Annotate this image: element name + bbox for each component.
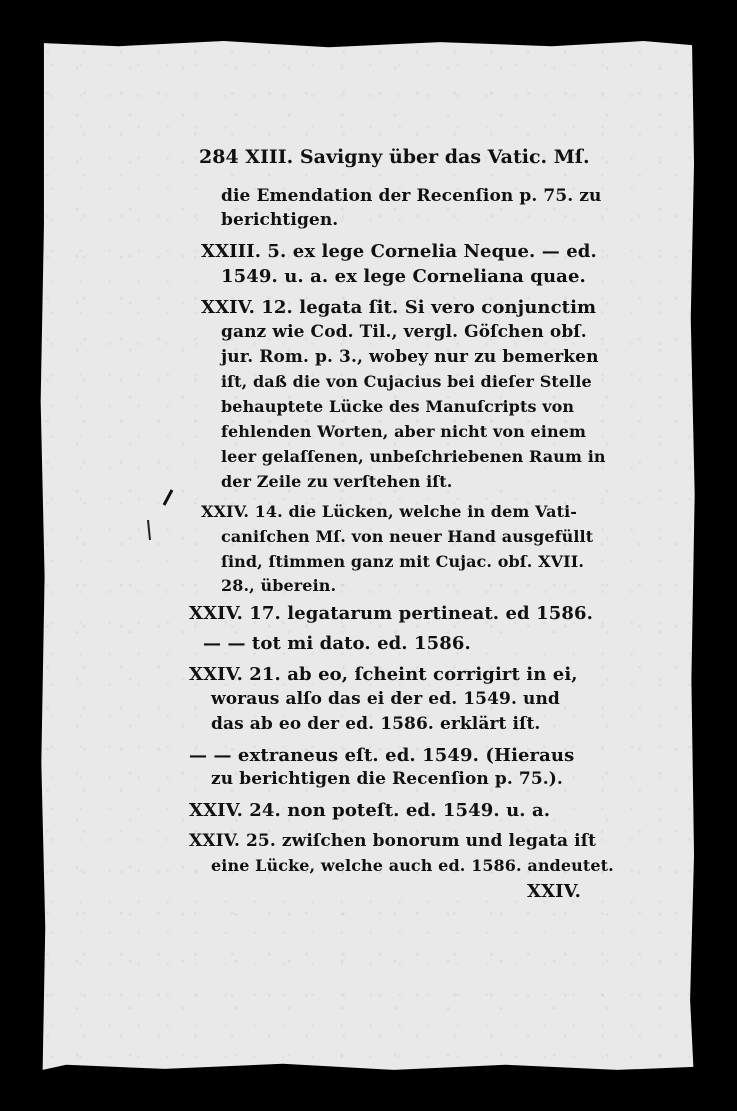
text-line: fehlenden Worten, aber nicht von einem (221, 422, 587, 441)
text-line: XXIV. 17. legatarum pertineat. ed 1586. (189, 603, 593, 624)
text-line: 1549. u. a. ex lege Corneliana quae. (221, 266, 586, 287)
text-line: — — tot mi dato. ed. 1586. (203, 633, 471, 654)
text-line: XXIV. 25. zwiſchen bonorum und legata iſt (189, 831, 597, 851)
text-line: der Zeile zu verſtehen iſt. (221, 472, 453, 491)
text-line: woraus alſo das ei der ed. 1549. und (211, 689, 560, 709)
text-line: jur. Rom. p. 3., wobey nur zu bemerken (221, 347, 599, 367)
text-line: die Emendation der Recenſion p. 75. zu (221, 186, 602, 206)
text-line: leer gelaſſenen, unbeſchriebenen Raum in (221, 447, 606, 466)
text-line: 28., überein. (221, 576, 337, 595)
text-line: XXIV. 12. legata ſit. Si vero conjunctim (201, 297, 597, 318)
text-line: XXIV. 14. die Lücken, welche in dem Vati- (201, 502, 577, 521)
text-line: behauptete Lücke des Manuſcripts von (221, 397, 575, 416)
text-line: XXIII. 5. ex lege Cornelia Neque. — ed. (201, 241, 597, 262)
text-line: XXIV. 21. ab eo, ſcheint corrigirt in ei, (189, 664, 578, 685)
text-line: zu berichtigen die Recenſion p. 75.). (211, 769, 563, 789)
text-line: ſind, ſtimmen ganz mit Cujac. obſ. XVII. (221, 552, 584, 571)
text-line: ganz wie Cod. Til., vergl. Göſchen obſ. (221, 322, 587, 342)
margin-pen-mark (148, 520, 150, 540)
text-line: berichtigen. (221, 210, 339, 230)
running-head: 284 XIII. Savigny über das Vatic. Mſ. (199, 146, 590, 168)
catchword: XXIV. (527, 881, 581, 902)
text-line: XXIV. 24. non poteſt. ed. 1549. u. a. (189, 800, 551, 821)
text-line: iſt, daß die von Cujacius bei dieſer Stelle (221, 372, 592, 391)
text-line: das ab eo der ed. 1586. erklärt iſt. (211, 714, 541, 734)
text-line: — — extraneus eſt. ed. 1549. (Hieraus (189, 745, 575, 766)
text-line: eine Lücke, welche auch ed. 1586. andeutet. (211, 856, 614, 875)
margin-pen-mark (164, 490, 172, 505)
text-line: caniſchen Mſ. von neuer Hand ausgefüllt (221, 527, 594, 546)
